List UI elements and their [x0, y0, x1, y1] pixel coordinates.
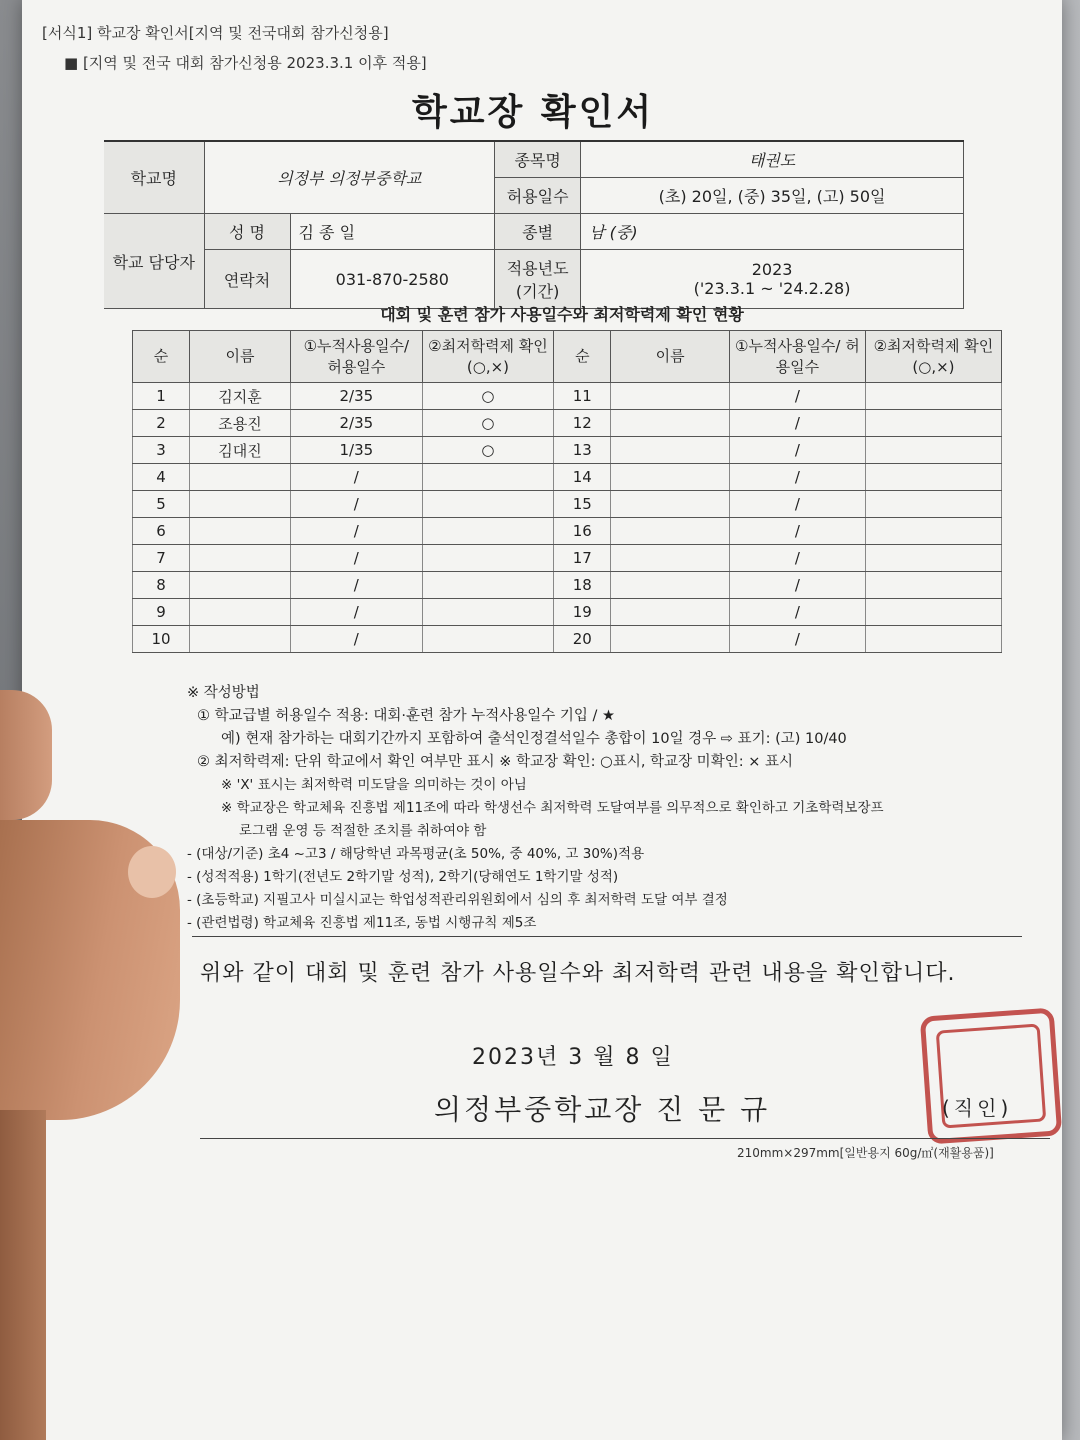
year-cell — [581, 250, 964, 309]
table-row — [133, 410, 1002, 437]
note-1: ① 학교급별 허용일수 적용: 대회·훈련 참가 누적사용일수 기입 / ★ — [197, 708, 616, 724]
cell-check — [422, 599, 554, 626]
table-row — [133, 599, 1002, 626]
header-name-2: 이름 — [611, 331, 730, 383]
cell-check — [422, 518, 554, 545]
cell-days2: / — [729, 572, 865, 599]
cell-no: 2 — [133, 410, 190, 437]
info-row — [104, 250, 964, 309]
cell-check2 — [865, 518, 1001, 545]
table-row — [133, 464, 1002, 491]
cell-name: 김대진 — [190, 437, 291, 464]
cell-no: 3 — [133, 437, 190, 464]
note-2: ② 최저학력제: 단위 학교에서 확인 여부만 표시 ※ 학교장 확인: ○표시, 학교장 미확인: × 표시 — [197, 754, 793, 770]
thumb-nail — [128, 846, 176, 898]
cell-days2: / — [729, 491, 865, 518]
cell-check — [422, 464, 554, 491]
table-row — [133, 437, 1002, 464]
cell-days: / — [290, 572, 422, 599]
official-seal — [920, 1007, 1063, 1144]
allowed-days-label: 허용일수 — [495, 178, 581, 214]
cell-days2: / — [729, 464, 865, 491]
cell-name2 — [611, 545, 730, 572]
seal-mark: (직인) — [942, 1096, 1013, 1120]
cell-no2: 13 — [554, 437, 611, 464]
form-subtitle: ■ [지역 및 전국 대회 참가신청용 2023.3.1 이후 적용] — [64, 54, 427, 72]
divider — [192, 936, 1022, 937]
cell-days: / — [290, 464, 422, 491]
school-name-label: 학교명 — [104, 141, 204, 214]
cell-no: 5 — [133, 491, 190, 518]
cell-days: / — [290, 545, 422, 572]
cell-name — [190, 491, 291, 518]
cell-name2 — [611, 491, 730, 518]
cell-no2: 19 — [554, 599, 611, 626]
header-days: ①누적사용일수/ 허용일수 — [290, 331, 422, 383]
cell-check2 — [865, 599, 1001, 626]
table-row — [133, 383, 1002, 410]
cell-no2: 16 — [554, 518, 611, 545]
header-name: 이름 — [190, 331, 291, 383]
school-name-value: 의정부 의정부중학교 — [204, 141, 495, 214]
hand-palm — [0, 1110, 46, 1440]
header-check-2: ②최저학력제 확인(○,×) — [865, 331, 1001, 383]
table-row — [133, 626, 1002, 653]
cell-check2 — [865, 464, 1001, 491]
cell-check2 — [865, 437, 1001, 464]
participation-table — [132, 330, 1002, 653]
issue-date: 2023년 3 월 8 일 — [472, 1045, 674, 1070]
year-label: 적용년도 (기간) — [495, 250, 581, 309]
table-header-row — [133, 331, 1002, 383]
year-period: ('23.3.1 ~ '24.2.28) — [693, 279, 851, 298]
cell-days2: / — [729, 383, 865, 410]
document-paper — [22, 0, 1062, 1440]
notes-heading: ※ 작성방법 — [187, 685, 260, 701]
phone-value: 031-870-2580 — [290, 250, 495, 309]
cell-check2 — [865, 626, 1001, 653]
cell-check: ○ — [422, 383, 554, 410]
notes-section — [187, 682, 1017, 935]
cell-no: 6 — [133, 518, 190, 545]
cell-name — [190, 572, 291, 599]
cell-check: ○ — [422, 410, 554, 437]
cell-name2 — [611, 383, 730, 410]
paper-spec: 210mm×297mm[일반용지 60g/㎡(재활용품)] — [737, 1146, 994, 1160]
cell-days: / — [290, 599, 422, 626]
cell-name2 — [611, 599, 730, 626]
gender-label: 종별 — [495, 214, 581, 250]
table-row — [133, 518, 1002, 545]
cell-no: 8 — [133, 572, 190, 599]
detail-3: - (초등학교) 지필고사 미실시교는 학업성적관리위원회에서 심의 후 최저학력 도달 여부 결정 — [187, 892, 728, 908]
cell-name — [190, 518, 291, 545]
year-value: 2023 — [751, 260, 793, 279]
cell-no2: 15 — [554, 491, 611, 518]
confirm-statement: 위와 같이 대회 및 훈련 참가 사용일수와 최저학력 관련 내용을 확인합니다. — [200, 961, 956, 986]
info-row — [104, 141, 964, 178]
cell-name: 조용진 — [190, 410, 291, 437]
cell-no: 1 — [133, 383, 190, 410]
info-table — [104, 140, 964, 309]
cell-days: 2/35 — [290, 410, 422, 437]
table-row — [133, 491, 1002, 518]
table-body — [133, 383, 1002, 653]
cell-check2 — [865, 572, 1001, 599]
person-name-label: 성 명 — [204, 214, 290, 250]
allowed-days-value: (초) 20일, (중) 35일, (고) 50일 — [581, 178, 964, 214]
cell-no2: 12 — [554, 410, 611, 437]
cell-days2: / — [729, 626, 865, 653]
cell-name2 — [611, 518, 730, 545]
cell-check2 — [865, 410, 1001, 437]
cell-no: 9 — [133, 599, 190, 626]
detail-2: - (성적적용) 1학기(전년도 2학기말 성적), 2학기(당해연도 1학기말 성적) — [187, 869, 619, 885]
cell-check2 — [865, 545, 1001, 572]
info-row — [104, 214, 964, 250]
cell-check2 — [865, 491, 1001, 518]
hand-finger — [0, 690, 52, 820]
cell-name — [190, 626, 291, 653]
cell-days: / — [290, 491, 422, 518]
cell-days: 2/35 — [290, 383, 422, 410]
cell-name: 김지훈 — [190, 383, 291, 410]
cell-no2: 14 — [554, 464, 611, 491]
cell-check — [422, 545, 554, 572]
cell-no2: 20 — [554, 626, 611, 653]
cell-name — [190, 464, 291, 491]
cell-check — [422, 491, 554, 518]
cell-days2: / — [729, 410, 865, 437]
header-no-2: 순 — [554, 331, 611, 383]
table-row — [133, 572, 1002, 599]
cell-name2 — [611, 464, 730, 491]
note-1-example: 예) 현재 참가하는 대회기간까지 포함하여 출석인정결석일수 총합이 10일 경우 ⇨ 표기: (고) 10/40 — [221, 731, 847, 747]
contact-person-label: 학교 담당자 — [104, 214, 204, 309]
cell-days: / — [290, 626, 422, 653]
gender-value: 남 (중) — [581, 214, 964, 250]
note-2-a: ※ 'X' 표시는 최저학력 미도달을 의미하는 것이 아님 — [221, 777, 527, 793]
cell-days2: / — [729, 437, 865, 464]
event-value: 태권도 — [581, 141, 964, 178]
note-2-b: ※ 학교장은 학교체육 진흥법 제11조에 따라 학생선수 최저학력 도달여부를 의무적으로 확인하고 기초학력보장프 — [221, 800, 884, 816]
cell-no: 10 — [133, 626, 190, 653]
person-name-value: 김 종 일 — [290, 214, 495, 250]
note-2-c: 로그램 운영 등 적절한 조치를 취하여야 함 — [239, 823, 487, 839]
footer-divider — [200, 1138, 1050, 1139]
form-label: [서식1] 학교장 확인서[지역 및 전국대회 참가신청용] — [42, 24, 389, 42]
cell-check: ○ — [422, 437, 554, 464]
cell-check — [422, 626, 554, 653]
phone-label: 연락처 — [204, 250, 290, 309]
cell-days: / — [290, 518, 422, 545]
cell-name2 — [611, 437, 730, 464]
cell-days2: / — [729, 518, 865, 545]
cell-check — [422, 572, 554, 599]
cell-days2: / — [729, 599, 865, 626]
detail-4: - (관련법령) 학교체육 진흥법 제11조, 동법 시행규칙 제5조 — [187, 915, 537, 931]
principal-name: 의정부중학교장 진 문 규 — [434, 1093, 771, 1126]
detail-1: - (대상/기준) 초4 ~고3 / 해당학년 과목평균(초 50%, 중 40%, 고 30%)적용 — [187, 846, 645, 862]
cell-no2: 11 — [554, 383, 611, 410]
cell-days2: / — [729, 545, 865, 572]
table-row — [133, 545, 1002, 572]
certificate-document — [22, 0, 1062, 1440]
header-check: ②최저학력제 확인(○,×) — [422, 331, 554, 383]
cell-no2: 17 — [554, 545, 611, 572]
cell-no: 4 — [133, 464, 190, 491]
cell-name2 — [611, 572, 730, 599]
cell-no: 7 — [133, 545, 190, 572]
cell-name2 — [611, 626, 730, 653]
event-label: 종목명 — [495, 141, 581, 178]
cell-name — [190, 599, 291, 626]
cell-no2: 18 — [554, 572, 611, 599]
section-title: 대회 및 훈련 참가 사용일수와 최저학력제 확인 현황 — [142, 302, 982, 332]
header-no: 순 — [133, 331, 190, 383]
document-title: 학교장 확인서 — [412, 92, 655, 133]
header-days-2: ①누적사용일수/ 허용일수 — [729, 331, 865, 383]
cell-name — [190, 545, 291, 572]
cell-days: 1/35 — [290, 437, 422, 464]
cell-check2 — [865, 383, 1001, 410]
cell-name2 — [611, 410, 730, 437]
